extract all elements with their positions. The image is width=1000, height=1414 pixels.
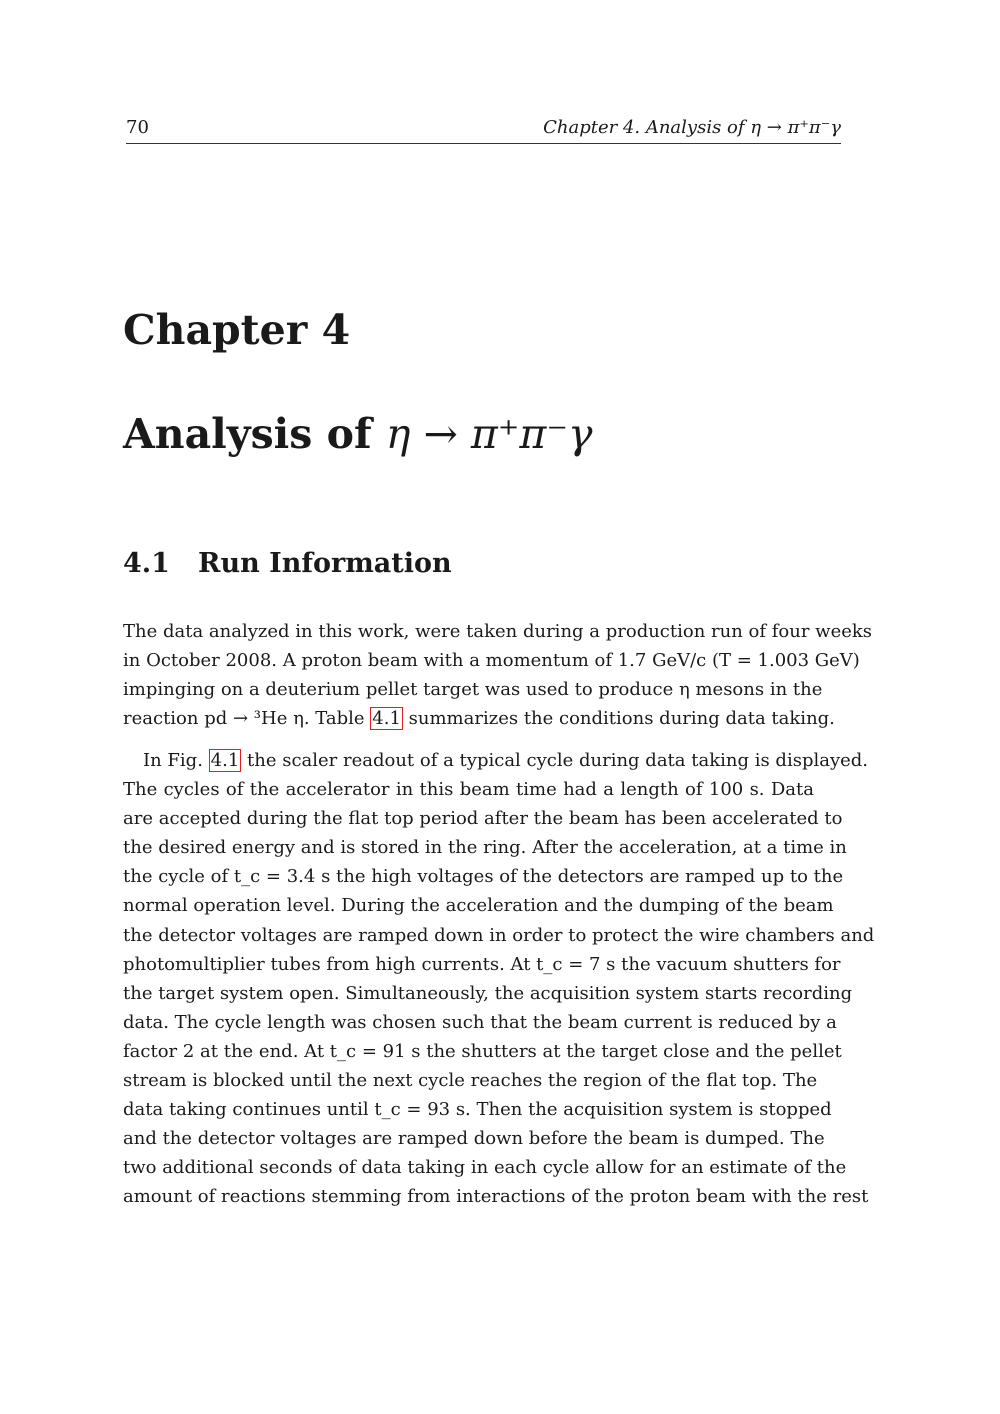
running-head (126, 117, 841, 144)
chapter-label: Chapter 4 (123, 306, 351, 354)
paragraph-line: photomultiplier tubes from high currents. At t_c = 7 s the vacuum shutters for (123, 953, 841, 975)
cross-reference-link[interactable]: 4.1 (372, 708, 401, 730)
section-title: Run Information (198, 548, 452, 579)
paragraph-line: factor 2 at the end. At t_c = 91 s the shutters at the target close and the pellet (123, 1040, 842, 1062)
chapter-title-prefix: Analysis of (123, 410, 386, 458)
paragraph-line-with-figure-ref[interactable]: In Fig. 4.1 the scaler readout of a typical cycle during data taking is displayed. (143, 750, 869, 771)
paragraph-line: normal operation level. During the acceleration and the dumping of the beam (123, 895, 834, 917)
paragraph-line: amount of reactions stemming from interactions of the proton beam with the rest (123, 1186, 869, 1208)
section-heading (123, 548, 452, 579)
cross-reference-link[interactable]: 4.1 (210, 750, 240, 771)
running-title: Chapter 4. Analysis of η → π⁺π⁻γ (543, 117, 841, 138)
chapter-title (123, 410, 593, 458)
paragraph-line: two additional seconds of data taking in each cycle allow for an estimate of the (123, 1157, 847, 1179)
paragraph-line: impinging on a deuterium pellet target was used to produce η mesons in the (123, 679, 823, 701)
paragraph-line: stream is blocked until the next cycle reaches the region of the flat top. The (123, 1070, 818, 1092)
paragraph-2 (123, 746, 875, 1212)
paragraph-1 (123, 617, 873, 733)
paragraph-line: the cycle of t_c = 3.4 s the high voltages of the detectors are ramped up to the (123, 866, 844, 888)
paragraph-line: the target system open. Simultaneously, the acquisition system starts recording (123, 982, 853, 1004)
paragraph-line: The cycles of the accelerator in this beam time had a length of 100 s. Data (123, 779, 814, 801)
page-number: 70 (126, 117, 149, 138)
paragraph-line: data. The cycle length was chosen such that the beam current is reduced by a (123, 1011, 837, 1033)
paragraph-line: and the detector voltages are ramped down before the beam is dumped. The (123, 1128, 825, 1150)
paragraph-line-with-table-ref[interactable]: reaction pd → ³He η. Table 4.1 summarizes the conditions during data taking. (123, 708, 835, 730)
paragraph-line: the detector voltages are ramped down in order to protect the wire chambers and (123, 924, 875, 946)
paragraph-line: data taking continues until t_c = 93 s. Then the acquisition system is stopped (123, 1099, 832, 1121)
chapter-title-math: η → π⁺π⁻γ (385, 410, 593, 458)
section-number: 4.1 (123, 548, 170, 579)
paragraph-line: are accepted during the flat top period after the beam has been accelerated to (123, 808, 843, 830)
paragraph-line: The data analyzed in this work, were taken during a production run of four weeks (123, 621, 873, 642)
paragraph-line: the desired energy and is stored in the ring. After the acceleration, at a time in (123, 837, 847, 859)
paragraph-line: in October 2008. A proton beam with a momentum of 1.7 GeV/c (T = 1.003 GeV) (123, 650, 860, 672)
